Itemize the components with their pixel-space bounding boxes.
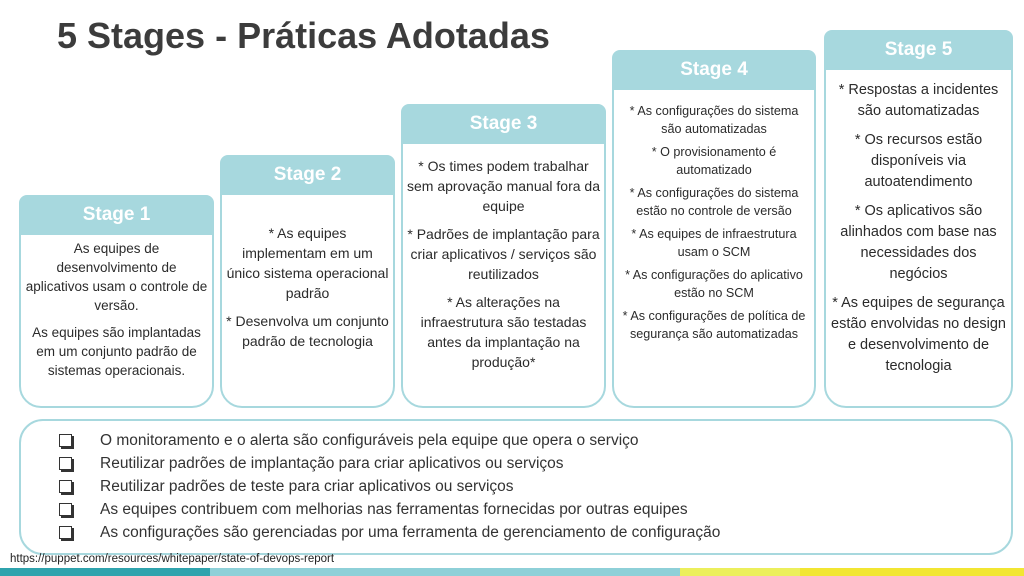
- stage-card-3: [401, 104, 606, 408]
- stage-card-5: [824, 30, 1013, 408]
- stage-item: * As configurações do aplicativo estão no SCM: [625, 268, 803, 300]
- list-item: [59, 498, 720, 521]
- footer-segment: [800, 568, 1024, 576]
- stage-body: [830, 80, 1007, 400]
- stage-item: * O provisionamento é automatizado: [651, 145, 777, 177]
- stage-item: * Respostas a incidentes são automatizadas: [838, 82, 999, 119]
- checkbox-icon: [59, 457, 72, 470]
- stage-item: * As configurações de política de segurança são automatizadas: [622, 309, 806, 341]
- stage-item: As equipes de desenvolvimento de aplicativos usam o controle de versão.: [25, 241, 208, 313]
- list-item: [59, 475, 720, 498]
- practices-list: [59, 429, 720, 544]
- stage-body: [618, 102, 810, 400]
- checkbox-icon: [59, 480, 72, 493]
- practice-text: Reutilizar padrões de teste para criar aplicativos ou serviços: [100, 477, 514, 495]
- stage-item: * As configurações do sistema são automatizadas: [629, 104, 799, 136]
- stage-item: * As equipes de infraestrutura usam o SCM: [631, 227, 797, 259]
- checkbox-icon: [59, 503, 72, 516]
- stage-header: Stage 5: [824, 30, 1013, 70]
- stage-header: Stage 3: [401, 104, 606, 144]
- source-link[interactable]: https://puppet.com/resources/whitepaper/state-of-devops-report: [10, 553, 335, 565]
- checkbox-icon: [59, 526, 72, 539]
- practice-text: As equipes contribuem com melhorias nas ferramentas fornecidas por outras equipes: [100, 500, 688, 518]
- footer-segment: [680, 568, 800, 576]
- stage-body: [25, 239, 208, 400]
- practice-text: Reutilizar padrões de implantação para criar aplicativos ou serviços: [100, 454, 564, 472]
- stage-item: * As equipes de segurança estão envolvidas no design e desenvolvimento de tecnologia: [831, 295, 1006, 374]
- stage-item: * As configurações do sistema estão no controle de versão: [629, 186, 799, 218]
- practice-text: As configurações são gerenciadas por uma ferramenta de gerenciamento de configuração: [100, 523, 721, 541]
- stage-item: * As alterações na infraestrutura são testadas antes da implantação na produção*: [420, 294, 587, 370]
- stage-card-1: [19, 195, 214, 408]
- list-item: [59, 429, 720, 452]
- stage-card-4: [612, 50, 816, 408]
- stage-item: * Os times podem trabalhar sem aprovação manual fora da equipe: [407, 158, 600, 214]
- checkbox-icon: [59, 434, 72, 447]
- practices-box: [19, 419, 1013, 555]
- practice-text: O monitoramento e o alerta são configuráveis pela equipe que opera o serviço: [100, 431, 639, 449]
- stage-item: * Os recursos estão disponíveis via autoatendimento: [854, 132, 983, 190]
- stage-body: [407, 156, 600, 400]
- footer-segment: [0, 568, 210, 576]
- stage-card-2: [220, 155, 395, 408]
- list-item: [59, 452, 720, 475]
- footer-bar: [0, 568, 1024, 576]
- stage-body: [226, 223, 389, 400]
- stage-header: Stage 2: [220, 155, 395, 195]
- stage-header: Stage 4: [612, 50, 816, 90]
- stage-item: * As equipes implementam em um único sistema operacional padrão: [226, 225, 389, 301]
- list-item: [59, 521, 720, 544]
- stage-item: * Desenvolva um conjunto padrão de tecnologia: [226, 313, 389, 349]
- footer-segment: [210, 568, 680, 576]
- stage-item: * Os aplicativos são alinhados com base nas necessidades dos negócios: [840, 203, 997, 282]
- stage-header: Stage 1: [19, 195, 214, 235]
- stage-item: * Padrões de implantação para criar aplicativos / serviços são reutilizados: [407, 226, 600, 282]
- page-title: 5 Stages - Práticas Adotadas: [57, 15, 550, 56]
- stage-item: As equipes são implantadas em um conjunto padrão de sistemas operacionais.: [32, 325, 201, 378]
